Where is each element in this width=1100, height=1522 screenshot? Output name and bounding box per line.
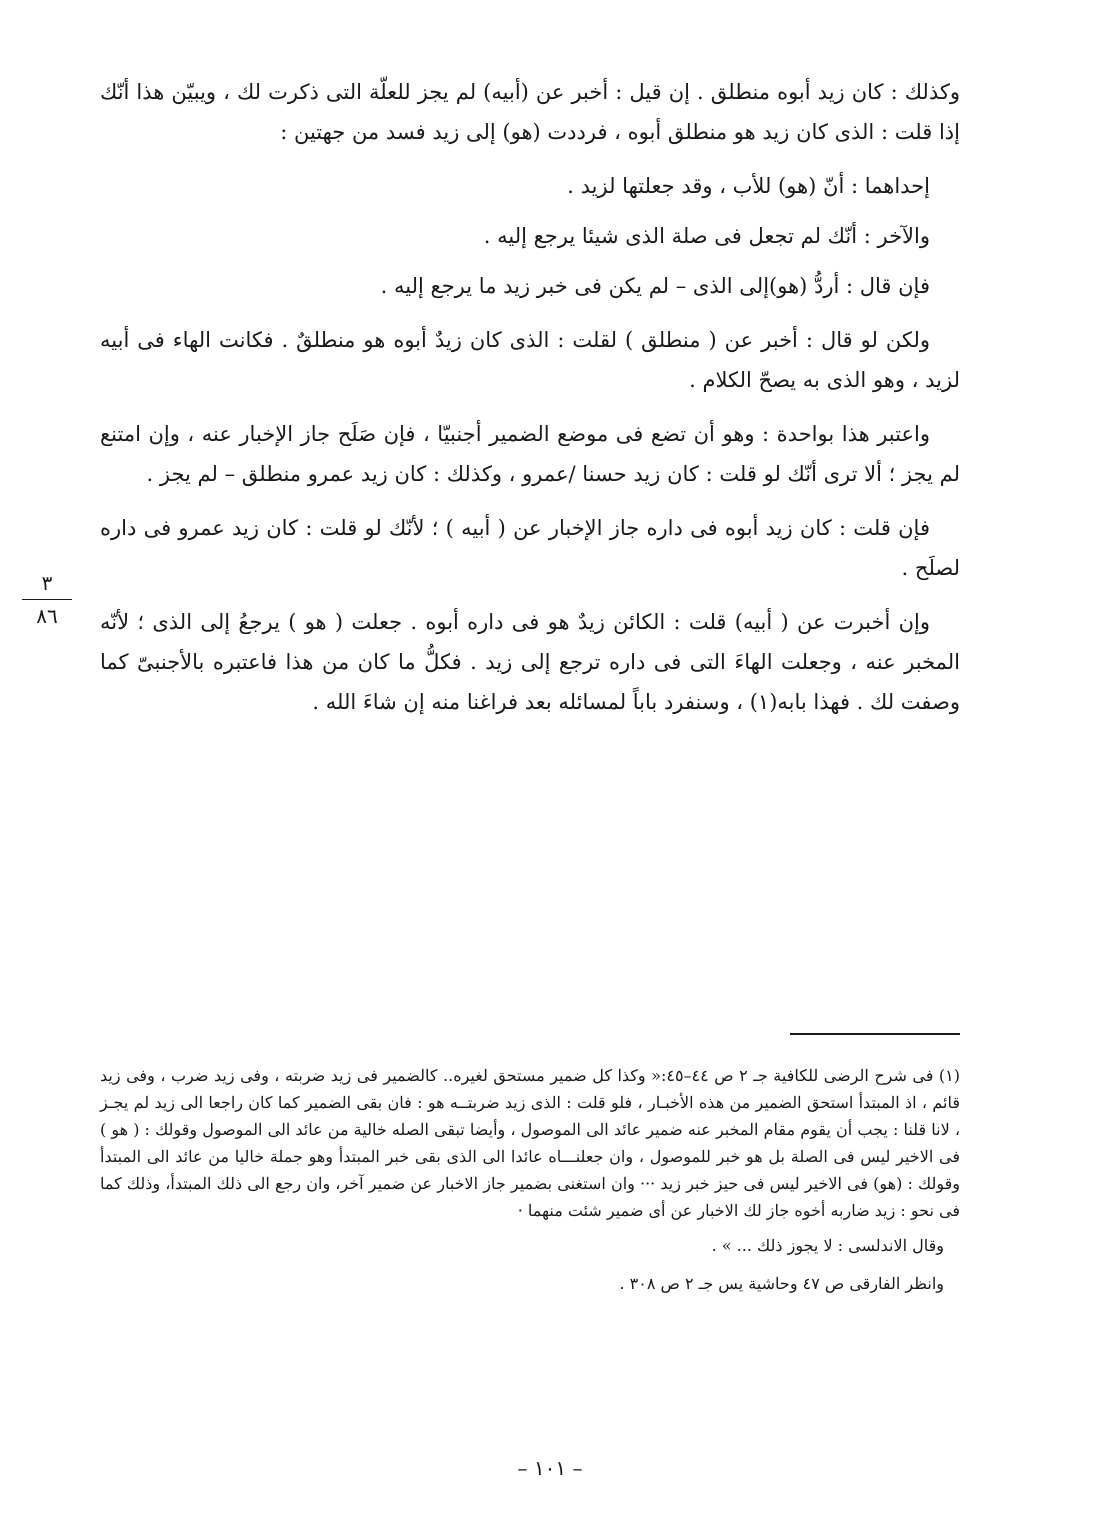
folio-number: ٣ xyxy=(22,570,72,600)
paragraph-7: فإن قلت : كان زيد أبوه فى داره جاز الإخبار عن ( أبيه ) ؛ لأنّك لو قلت : كان زيد عمرو فى داره لصلَح . xyxy=(100,516,960,580)
paragraph-1: وكذلك : كان زيد أبوه منطلق . إن قيل : أخبر عن (أبيه) لم يجز للعلّة التى ذكرت لك ، ويبيّن هذا أنّك إذا قلت : الذى كان زيد هو منطلق أبوه ، فرددت (هو) إلى زيد فسد من جهتين : xyxy=(100,80,960,144)
footnote xyxy=(100,1062,960,1300)
footnote-line-2: وقال الاندلسى : لا يجوز ذلك ... » . xyxy=(711,1236,944,1255)
paragraph-5: ولكن لو قال : أخبر عن ( منطلق ) لقلت : الذى كان زيدٌ أبوه هو منطلقٌ . فكانت الهاء فى أبيه لزيد ، وهو الذى به يصحّ الكلام . xyxy=(100,328,960,392)
manuscript-folio-note xyxy=(22,570,72,629)
paragraph-4: فإن قال : أردُّ (هو)إلى الذى – لم يكن فى خبر زيد ما يرجع إليه . xyxy=(380,274,930,298)
paragraph-3: والآخر : أنّك لم تجعل فى صلة الذى شيئا يرجع إليه . xyxy=(483,224,930,248)
footnote-text: (١) فى شرح الرضى للكافية جـ ٢ ص ٤٤–٤٥:« وكذا كل ضمير مستحق لغيره.. كالضمير فى زيد ضربته ، وفى زيد ضرب ، وفى زيد قائم ، اذ المبتدأ استحق الضمير من هذه الأخبـار ، فلو قلت : الذى زيد ضربتــه هو : فان بقى الضمير كما كان راجعا الى زيد لم يجـز ، لانا قلنا : يجب أن يقوم مقام المخبر عنه ضمير عائد الى الموصول ، وأيضا تبقى الصله خالية من عائد الى الموصول وقولك : ( هو ) فى الاخير ليس فى الصلة بل هو خبر للموصول ، وان جعلنـــاه عائدا الى الذى بقى خبر المبتدأ وهو جملة خاليا من عائد الى المبتدأ وقولك : (هو) فى الاخير ليس فى حيز خبر زيد ··· وان استغنى بضمير جاز الاخبار عن ضمير آخر، وان رجع الى ذلك المبتدأ، وذلك كما فى نحو : زيد ضاربه أخوه جاز لك الاخبار عن أى ضمير شئت منهما · xyxy=(100,1066,961,1220)
page-number: – ١٠١ – xyxy=(517,1456,583,1480)
paragraph-2: إحداهما : أنّ (هو) للأب ، وقد جعلتها لزيد . xyxy=(567,174,930,198)
main-text xyxy=(100,72,960,732)
paragraph-8: وإن أخبرت عن ( أبيه) قلت : الكائن زيدٌ هو فى داره أبوه . جعلت ( هو ) يرجعُ إلى الذى ؛ لأنّه المخبر عنه ، وجعلت الهاءَ التى فى داره ترجع إلى زيد . فكلُّ ما كان من هذا فاعتبره بالأجنبىّ كما وصفت لك . فهذا بابه(١) ، وسنفرد باباً لمسائله بعد فراغنا منه إن شاءَ الله . xyxy=(100,610,960,714)
footnote-separator xyxy=(790,1033,960,1035)
folio-page: ٨٦ xyxy=(36,604,58,628)
paragraph-6: واعتبر هذا بواحدة : وهو أن تضع فى موضع الضمير أجنبيّا ، فإن صَلَح جاز الإخبار عنه ، وإن امتنع لم يجز ؛ ألا ترى أنّك لو قلت : كان زيد حسنا /عمرو ، وكذلك : كان زيد عمرو منطلق – لم يجز . xyxy=(100,422,960,486)
footnote-line-3: وانظر الفارقى ص ٤٧ وحاشية يس جـ ٢ ص ٣٠٨ . xyxy=(619,1274,944,1293)
